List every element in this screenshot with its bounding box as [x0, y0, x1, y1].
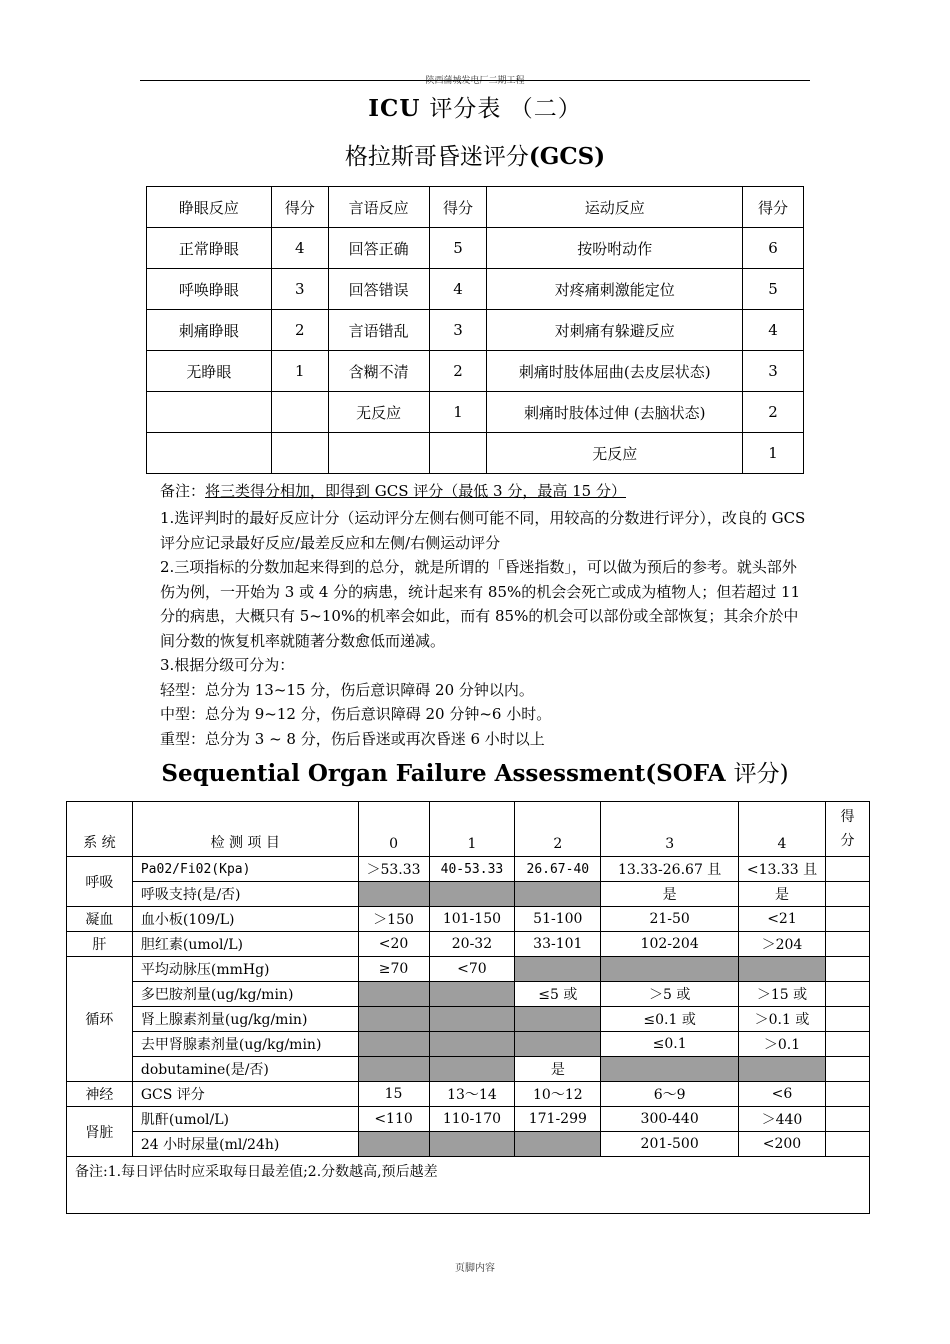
page-header: 陕西蒲城发电厂二期工程 — [425, 76, 525, 86]
score-cell — [825, 982, 869, 1007]
value-cell: 是 — [601, 882, 739, 907]
item-cell: 平均动脉压(mmHg) — [132, 957, 358, 982]
system-cell: 循环 — [67, 957, 133, 1082]
header-rule — [140, 80, 810, 81]
value-cell: 6～9 — [601, 1082, 739, 1107]
sofa-header-score-2: 2 — [515, 802, 601, 857]
score-cell — [825, 857, 869, 882]
value-cell: 20-32 — [429, 932, 515, 957]
system-cell: 呼吸 — [67, 857, 133, 907]
score-cell — [825, 1032, 869, 1057]
gcs-header-cell: 睁眼反应 — [147, 187, 272, 228]
system-cell: 凝血 — [67, 907, 133, 932]
gcs-cell: 3 — [429, 310, 487, 351]
item-cell: 呼吸支持(是/否) — [132, 882, 358, 907]
table-row — [67, 1082, 870, 1107]
gcs-cell: 对刺痛有躲避反应 — [487, 310, 743, 351]
sofa-header-score-4: 4 — [739, 802, 826, 857]
system-cell: 肾脏 — [67, 1107, 133, 1157]
gcs-cell: 2 — [271, 310, 328, 351]
item-cell: 血小板(109/L) — [132, 907, 358, 932]
value-cell: 300-440 — [601, 1107, 739, 1132]
score-cell — [825, 1132, 869, 1157]
gcs-cell: 正常睁眼 — [147, 228, 272, 269]
table-row — [147, 310, 804, 351]
gcs-cell: 言语错乱 — [328, 310, 429, 351]
gcs-cell: 回答错误 — [328, 269, 429, 310]
value-cell: <70 — [429, 957, 515, 982]
table-row — [67, 957, 870, 982]
table-row — [67, 1157, 870, 1214]
sofa-title — [0, 755, 950, 788]
shaded-cell — [739, 957, 826, 982]
note-paragraph: 轻型：总分为 13~15 分，伤后意识障碍 20 分钟以内。 — [160, 680, 534, 699]
shaded-cell — [358, 1057, 429, 1082]
value-cell: <20 — [358, 932, 429, 957]
sofa-note: 备注:1.每日评估时应采取每日最差值;2.分数越高,预后越差 — [67, 1157, 870, 1214]
score-cell — [825, 882, 869, 907]
value-cell: <200 — [739, 1132, 826, 1157]
shaded-cell — [739, 1057, 826, 1082]
value-cell: ＞0.1 或 — [739, 1007, 826, 1032]
shaded-cell — [515, 1007, 601, 1032]
gcs-cell: 对疼痛刺激能定位 — [487, 269, 743, 310]
remark-label: 备注： — [160, 482, 206, 500]
system-cell: 肝 — [67, 932, 133, 957]
table-row — [147, 433, 804, 474]
value-cell: ＞440 — [739, 1107, 826, 1132]
value-cell: ≤5 或 — [515, 982, 601, 1007]
value-cell: 201-500 — [601, 1132, 739, 1157]
table-row — [147, 228, 804, 269]
gcs-cell: 含糊不清 — [328, 351, 429, 392]
gcs-title — [0, 138, 950, 171]
gcs-cell — [429, 433, 487, 474]
value-cell: <6 — [739, 1082, 826, 1107]
gcs-cell: 无睁眼 — [147, 351, 272, 392]
item-cell: 24 小时尿量(ml/24h) — [132, 1132, 358, 1157]
sofa-header-score-0: 0 — [358, 802, 429, 857]
value-cell: ＞150 — [358, 907, 429, 932]
gcs-header-cell: 得分 — [271, 187, 328, 228]
gcs-cell: 刺痛睁眼 — [147, 310, 272, 351]
table-row — [67, 1007, 870, 1032]
shaded-cell — [429, 982, 515, 1007]
gcs-cell: 4 — [743, 310, 804, 351]
shaded-cell — [515, 957, 601, 982]
value-cell: ＞53.33 — [358, 857, 429, 882]
note-paragraph: 3.根据分级可分为： — [160, 656, 295, 674]
item-cell: 胆红素(umol/L) — [132, 932, 358, 957]
gcs-cell: 4 — [429, 269, 487, 310]
value-cell: ＞5 或 — [601, 982, 739, 1007]
value-cell: 26.67-40 — [515, 857, 601, 882]
value-cell: 51-100 — [515, 907, 601, 932]
table-row — [147, 269, 804, 310]
value-cell: ＞0.1 — [739, 1032, 826, 1057]
value-cell: <21 — [739, 907, 826, 932]
shaded-cell — [358, 1007, 429, 1032]
gcs-cell: 2 — [743, 392, 804, 433]
sofa-table — [66, 801, 870, 1214]
value-cell: 171-299 — [515, 1107, 601, 1132]
value-cell: 40-53.33 — [429, 857, 515, 882]
value-cell: <13.33 且 — [739, 857, 826, 882]
gcs-cell: 刺痛时肢体屈曲(去皮层状态) — [487, 351, 743, 392]
value-cell: ≥70 — [358, 957, 429, 982]
table-row — [67, 1057, 870, 1082]
sofa-title-suffix: 评分) — [733, 761, 789, 787]
sofa-header-system: 系 统 — [67, 802, 133, 857]
gcs-cell: 4 — [271, 228, 328, 269]
value-cell: 15 — [358, 1082, 429, 1107]
gcs-notes — [160, 506, 810, 751]
value-cell: ＞204 — [739, 932, 826, 957]
table-row — [67, 907, 870, 932]
gcs-header-cell: 言语反应 — [328, 187, 429, 228]
gcs-cell: 2 — [429, 351, 487, 392]
sofa-header-score-3: 3 — [601, 802, 739, 857]
shaded-cell — [515, 1132, 601, 1157]
value-cell: 10～12 — [515, 1082, 601, 1107]
gcs-cell — [147, 392, 272, 433]
value-cell: 33-101 — [515, 932, 601, 957]
sofa-title-text: Sequential Organ Failure Assessment(SOFA — [161, 760, 726, 787]
score-cell — [825, 932, 869, 957]
value-cell: 是 — [739, 882, 826, 907]
gcs-cell: 呼唤睁眼 — [147, 269, 272, 310]
gcs-cell: 5 — [743, 269, 804, 310]
gcs-header-cell: 运动反应 — [487, 187, 743, 228]
gcs-cell: 6 — [743, 228, 804, 269]
gcs-cell: 1 — [429, 392, 487, 433]
title-text: 评分表 （二） — [429, 96, 582, 122]
value-cell: 101-150 — [429, 907, 515, 932]
score-cell — [825, 1007, 869, 1032]
gcs-cell: 无反应 — [487, 433, 743, 474]
note-paragraph: 1.选评判时的最好反应计分（运动评分左侧右侧可能不同，用较高的分数进行评分），改良的 GCS 评分应记录最好反应/最差反应和左侧/右侧运动评分 — [160, 509, 806, 552]
table-row — [67, 1107, 870, 1132]
table-row — [67, 857, 870, 882]
score-cell — [825, 1082, 869, 1107]
value-cell: 21-50 — [601, 907, 739, 932]
gcs-header-cell: 得分 — [743, 187, 804, 228]
item-cell: 多巴胺剂量(ug/kg/min) — [132, 982, 358, 1007]
value-cell: ≤0.1 或 — [601, 1007, 739, 1032]
shaded-cell — [358, 1032, 429, 1057]
gcs-cell: 5 — [429, 228, 487, 269]
gcs-remark — [160, 480, 626, 501]
gcs-cell: 刺痛时肢体过伸 (去脑状态) — [487, 392, 743, 433]
item-cell: 去甲肾腺素剂量(ug/kg/min) — [132, 1032, 358, 1057]
sofa-header-row — [67, 802, 870, 857]
value-cell: <110 — [358, 1107, 429, 1132]
shaded-cell — [358, 982, 429, 1007]
sofa-header-score-1: 1 — [429, 802, 515, 857]
gcs-cell: 无反应 — [328, 392, 429, 433]
table-row — [67, 982, 870, 1007]
gcs-cell — [271, 433, 328, 474]
title-prefix: ICU — [368, 95, 421, 122]
gcs-cell — [328, 433, 429, 474]
value-cell: ≤0.1 — [601, 1032, 739, 1057]
gcs-cell: 1 — [271, 351, 328, 392]
table-row — [67, 882, 870, 907]
score-cell — [825, 907, 869, 932]
shaded-cell — [515, 1032, 601, 1057]
gcs-title-text: 格拉斯哥昏迷评分 — [344, 144, 529, 170]
shaded-cell — [358, 882, 429, 907]
item-cell: GCS 评分 — [132, 1082, 358, 1107]
shaded-cell — [358, 1132, 429, 1157]
value-cell: 110-170 — [429, 1107, 515, 1132]
table-row — [67, 1032, 870, 1057]
gcs-header-row — [147, 187, 804, 228]
gcs-cell: 按吩咐动作 — [487, 228, 743, 269]
shaded-cell — [601, 1057, 739, 1082]
remark-text: 将三类得分相加，即得到 GCS 评分（最低 3 分，最高 15 分） — [205, 482, 626, 500]
gcs-cell: 1 — [743, 433, 804, 474]
score-cell — [825, 957, 869, 982]
shaded-cell — [429, 1057, 515, 1082]
table-row — [147, 392, 804, 433]
system-cell: 神经 — [67, 1082, 133, 1107]
value-cell: 13～14 — [429, 1082, 515, 1107]
gcs-cell — [147, 433, 272, 474]
gcs-cell — [271, 392, 328, 433]
shaded-cell — [429, 1132, 515, 1157]
table-row — [67, 1132, 870, 1157]
score-cell — [825, 1057, 869, 1082]
gcs-title-abbr: (GCS) — [528, 143, 606, 170]
gcs-header-cell: 得分 — [429, 187, 487, 228]
table-row — [67, 932, 870, 957]
sofa-header-item: 检 测 项 目 — [132, 802, 358, 857]
value-cell: ＞15 或 — [739, 982, 826, 1007]
gcs-cell: 3 — [271, 269, 328, 310]
shaded-cell — [429, 1032, 515, 1057]
sofa-header-total: 得分 — [825, 802, 869, 857]
table-row — [147, 351, 804, 392]
note-paragraph: 重型：总分为 3 ~ 8 分，伤后昏迷或再次昏迷 6 小时以上 — [160, 729, 545, 748]
note-paragraph: 中型：总分为 9~12 分，伤后意识障碍 20 分钟~6 小时。 — [160, 705, 552, 723]
gcs-table — [146, 186, 804, 474]
score-cell — [825, 1107, 869, 1132]
item-cell: Pa02/Fi02(Kpa) — [132, 857, 358, 882]
page-footer: 页脚内容 — [455, 1263, 495, 1274]
item-cell: 肌酐(umol/L) — [132, 1107, 358, 1132]
value-cell: 102-204 — [601, 932, 739, 957]
shaded-cell — [429, 1007, 515, 1032]
value-cell: 是 — [515, 1057, 601, 1082]
note-paragraph: 2.三项指标的分数加起来得到的总分，就是所谓的「昏迷指数」，可以做为预后的参考。就头部外伤为例，一开始为 3 或 4 分的病患，统计起来有 85%的机会会死亡或成为植物人；但若超过 11 分的病患，大概只有 5~10%的机率会如此，而有 85%的机会可以部份或全部恢复；其余介於中间分数的恢复机率就随著分数愈低而递减。 — [160, 558, 801, 650]
shaded-cell — [429, 882, 515, 907]
gcs-cell: 3 — [743, 351, 804, 392]
gcs-cell: 回答正确 — [328, 228, 429, 269]
shaded-cell — [515, 882, 601, 907]
shaded-cell — [601, 957, 739, 982]
item-cell: dobutamine(是/否) — [132, 1057, 358, 1082]
page-title — [0, 90, 950, 123]
item-cell: 肾上腺素剂量(ug/kg/min) — [132, 1007, 358, 1032]
value-cell: 13.33-26.67 且 — [601, 857, 739, 882]
